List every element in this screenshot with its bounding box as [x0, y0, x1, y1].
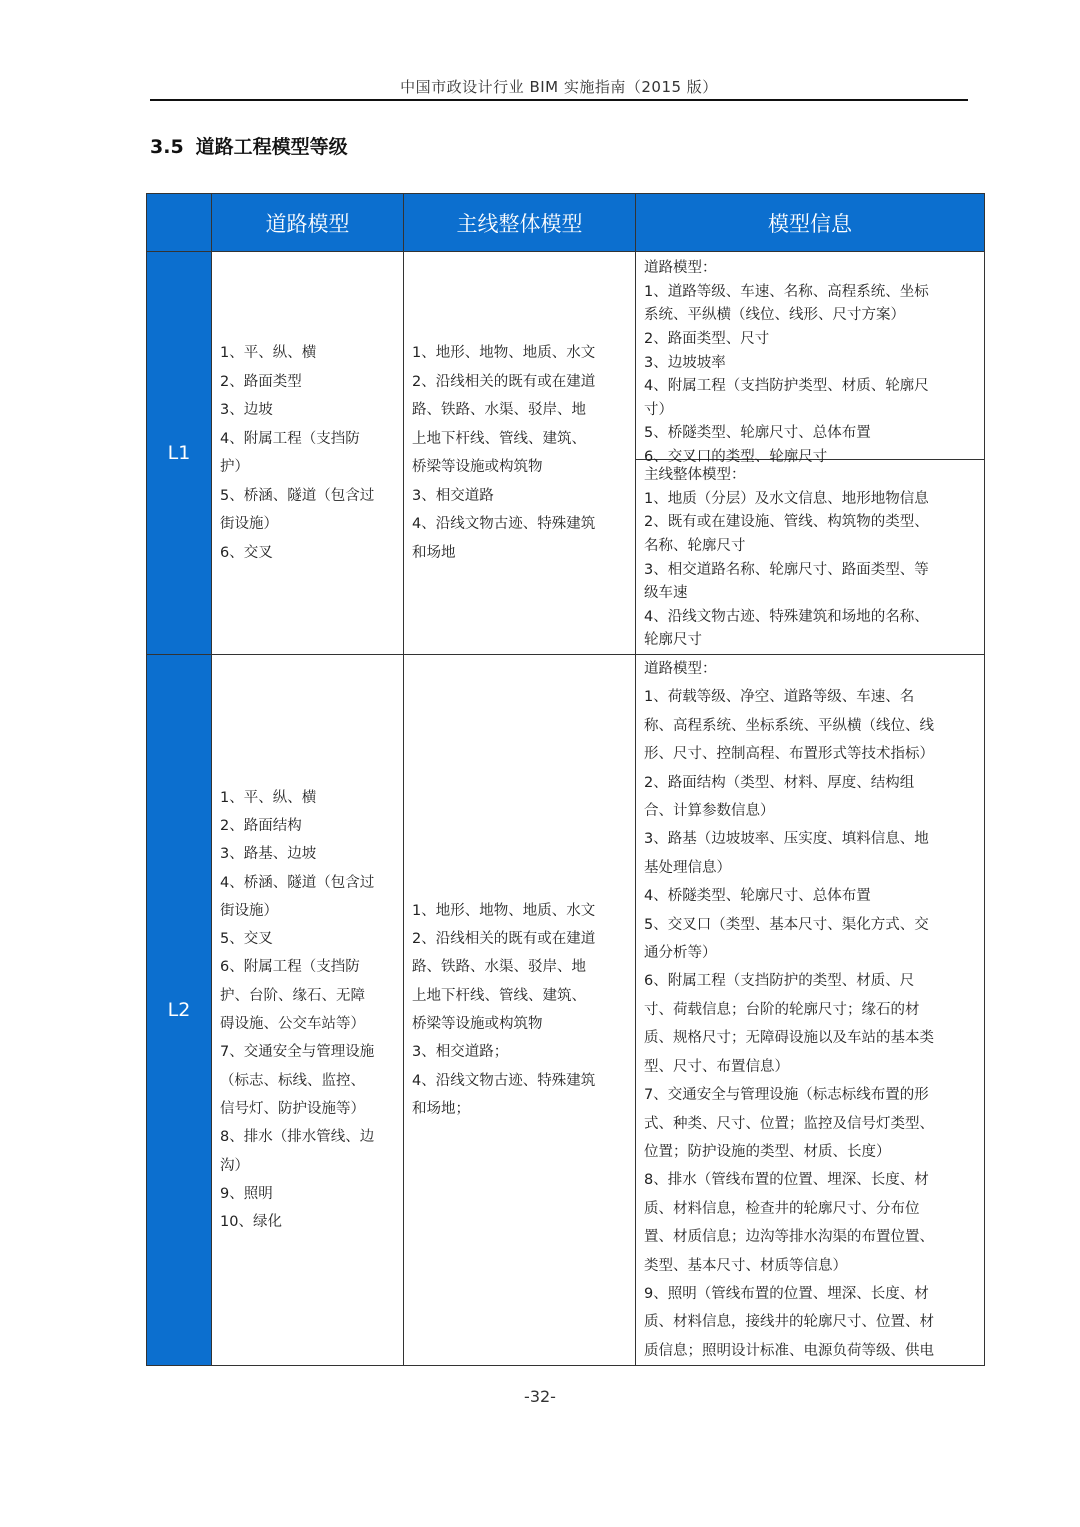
table-row-l1	[147, 252, 985, 655]
road-model-cell-l1	[212, 252, 404, 655]
model-info-mainline-text: 主线整体模型： 1、地质（分层）及水文信息、地形地物信息 2、既有或在建设施、管线、构筑物的类型、 名称、轮廓尺寸 3、相交道路名称、轮廓尺寸、路面类型、等 级车速 4、沿线文物古迹、特殊建筑和场地的名称、 轮廓尺寸	[644, 467, 929, 649]
section-title: 道路工程模型等级	[195, 136, 348, 158]
level-cell-l2: L2	[147, 655, 212, 1366]
table-row-l2	[147, 655, 985, 1366]
road-model-cell-l2	[212, 655, 404, 1366]
mainline-model-cell-l1	[404, 252, 636, 655]
mainline-model-cell-l2	[404, 655, 636, 1366]
mainline-model-text: 1、地形、地物、地质、水文 2、沿线相关的既有或在建道 路、铁路、水渠、驳岸、地 上地下杆线、管线、建筑、 桥梁等设施或构筑物 3、相交道路； 4、沿线文物古迹、特殊建筑 和场地；	[412, 902, 596, 1117]
road-model-text: 1、平、纵、横 2、路面类型 3、边坡 4、附属工程（支挡防 护） 5、桥涵、隧道（包含过 街设施） 6、交叉	[220, 345, 375, 561]
road-model-level-table	[146, 193, 985, 1366]
section-heading	[150, 132, 348, 159]
header-cell-model-info: 模型信息	[636, 194, 985, 252]
header-cell-mainline-model: 主线整体模型	[404, 194, 636, 252]
header-cell-level	[147, 194, 212, 252]
header-rule	[150, 99, 968, 101]
model-info-cell-l1	[636, 252, 985, 655]
level-cell-l1: L1	[147, 252, 212, 655]
model-info-road-text: 道路模型： 1、道路等级、车速、名称、高程系统、坐标 系统、平纵横（线位、线形、尺寸方案） 2、路面类型、尺寸 3、边坡坡率 4、附属工程（支挡防护类型、材质、轮廓尺 寸） 5、桥隧类型、轮廓尺寸、总体布置 6、交叉口的类型、轮廓尺寸	[636, 253, 984, 460]
header-cell-road-model: 道路模型	[212, 194, 404, 252]
mainline-model-text: 1、地形、地物、地质、水文 2、沿线相关的既有或在建道 路、铁路、水渠、驳岸、地 上地下杆线、管线、建筑、 桥梁等设施或构筑物 3、相交道路 4、沿线文物古迹、特殊建筑 和场地	[412, 345, 596, 561]
running-header: 中国市政设计行业 BIM 实施指南（2015 版）	[400, 78, 718, 96]
model-info-road-text: 道路模型： 1、荷载等级、净空、道路等级、车速、名 称、高程系统、坐标系统、平纵横（线位、线 形、尺寸、控制高程、布置形式等技术指标） 2、路面结构（类型、材料、厚度、结构组 合、计算参数信息） 3、路基（边坡坡率、压实度、填料信息、地 基处理信息） 4、桥隧类型、轮廓尺寸、总体布置 5、交叉口（类型、基本尺寸、渠化方式、交 通分析等） 6、附属工程（支挡防护的类型、材质、尺 寸、荷载信息；台阶的轮廓尺寸；缘石的材 质、规格尺寸；无障碍设施以及车站的基本类 型、尺寸、布置信息） 7、交通安全与管理设施（标志标线布置的形 式、种类、尺寸、位置；监控及信号灯类型、 位置；防护设施的类型、材质、长度） 8、排水（管线布置的位置、埋深、长度、材 质、材料信息，检查井的轮廓尺寸、分布位 置、材质信息；边沟等排水沟渠的布置位置、 类型、基本尺寸、材质等信息） 9、照明（管线布置的位置、埋深、长度、材 质、材料信息，接线井的轮廓尺寸、位置、材 质信息；照明设计标准、电源负荷等级、供电	[644, 661, 934, 1359]
section-number: 3.5	[150, 136, 184, 158]
road-model-text: 1、平、纵、横 2、路面结构 3、路基、边坡 4、桥涵、隧道（包含过 街设施） 5、交叉 6、附属工程（支挡防 护、台阶、缘石、无障 碍设施、公交车站等） 7、交通安全与管理设施 （标志、标线、监控、 信号灯、防护设施等） 8、排水（排水管线、边 沟） 9、照明 10、绿化	[220, 789, 375, 1231]
table-header-row	[147, 194, 985, 252]
model-info-cell-l2	[636, 655, 985, 1366]
page-number: -32-	[524, 1387, 556, 1406]
